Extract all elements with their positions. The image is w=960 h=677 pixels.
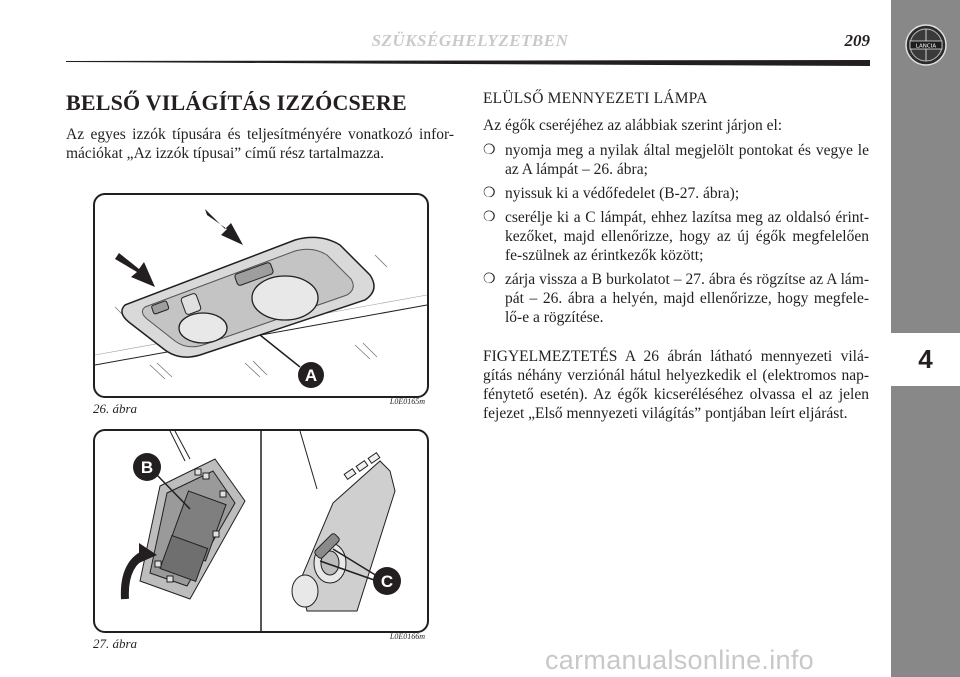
- intro-paragraph: Az egyes izzók típusára és teljesítményére vonatkozó infor-mációkat „Az izzók típusai” című rész tartalmazza.: [66, 126, 454, 162]
- figure-27-illustration: [93, 429, 429, 633]
- section-title: BELSŐ VILÁGÍTÁS IZZÓCSERE: [66, 90, 407, 115]
- bullet-circle-icon: ❍: [483, 143, 496, 158]
- callout-B: B: [140, 458, 154, 477]
- bullet-circle-icon: ❍: [483, 186, 496, 201]
- bullet-circle-icon: ❍: [483, 210, 496, 225]
- page-number: 209: [844, 31, 870, 50]
- chapter-number: 4: [891, 333, 960, 386]
- svg-text:LANCIA: LANCIA: [915, 43, 937, 50]
- step-text: nyissuk ki a védőfedelet (B-27. ábra);: [505, 185, 740, 202]
- figure-27-caption: 27. ábra: [93, 636, 138, 651]
- watermark: carmanualsonline.info: [545, 645, 814, 675]
- lead-paragraph: Az égők cseréjéhez az alábbiak szerint járjon el:: [483, 117, 783, 134]
- warning-paragraph: FIGYELMEZTETÉS A 26 ábrán látható mennyezeti vilá-gítás néhány verziónál hátul helyezkedik el (elektromos nap-fénytető esetén). Az égők kicseréléséhez olvassa el az jelen fejezet „Első mennyezeti világítás” pontjában leírt eljárást.: [483, 348, 869, 422]
- step-text: nyomja meg a nyilak által megjelölt pontokat és vegye le az A lámpát – 26. ábra;: [505, 142, 869, 178]
- list-item: [483, 184, 869, 203]
- list-item: [483, 208, 869, 265]
- steps-list: [483, 141, 869, 327]
- figure-27-code: L0E0166m: [389, 632, 425, 641]
- figure-26-code: L0E0165m: [389, 397, 425, 406]
- step-text: cserélje ki a C lámpát, ehhez lazítsa meg az oldalsó érint-kezőket, majd ellenőrizze, hogy az új égők megfelelően fe-szülnek az érintkezők között;: [505, 209, 869, 264]
- lancia-logo-icon: [904, 23, 948, 67]
- right-column: [483, 90, 869, 439]
- list-item: [483, 270, 869, 327]
- callout-C: C: [380, 572, 394, 591]
- list-item: [483, 141, 869, 179]
- step-text: zárja vissza a B burkolatot – 27. ábra és rögzítse az A lám-pát – 26. ábra a helyén, majd ellenőrizze, hogy megfele-lő-e a rögzítése.: [505, 271, 869, 326]
- figure-26-illustration: [93, 193, 429, 398]
- subheading: ELÜLSŐ MENNYEZETI LÁMPA: [483, 90, 708, 107]
- running-header: SZÜKSÉGHELYZETBEN: [371, 31, 569, 50]
- header-rule: [66, 58, 870, 70]
- figure-26-caption: 26. ábra: [93, 401, 138, 416]
- callout-A: A: [304, 366, 318, 385]
- bullet-circle-icon: ❍: [483, 272, 496, 287]
